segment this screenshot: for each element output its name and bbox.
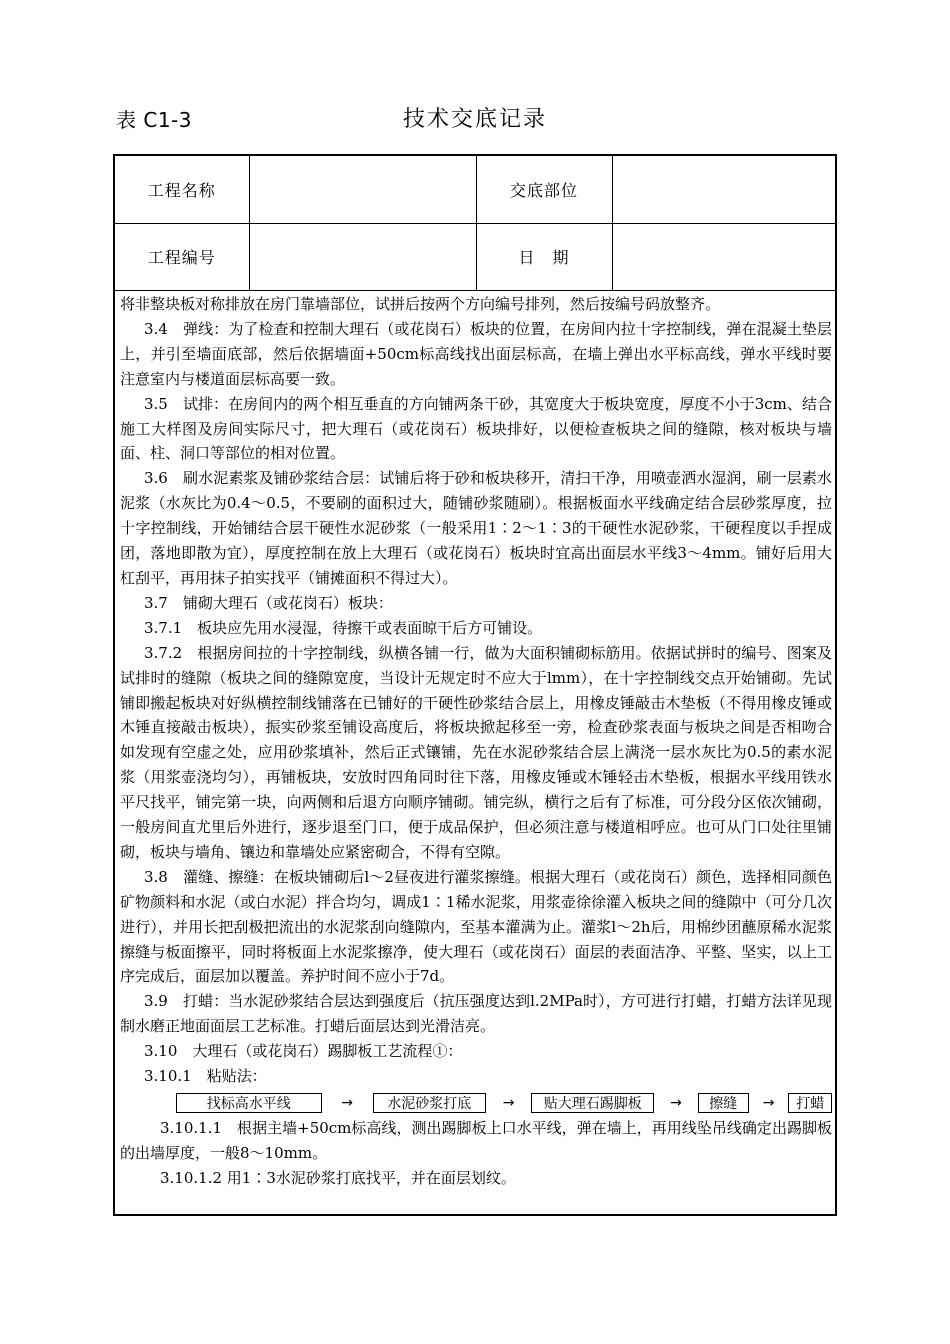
flow-step: 找标高水平线 bbox=[176, 1093, 322, 1113]
content-body bbox=[120, 292, 832, 1191]
process-flow bbox=[176, 1090, 832, 1116]
paragraph: 3.7.2 根据房间拉的十字控制线，纵横各铺一行，做为大面积铺砌标筋用。依据试拼时的编号、图案及试排时的缝隙（板块之间的缝隙宽度，当设计无规定时不应大于lmm），在十字控制线交点开始铺砌。先试铺即搬起板块对好纵横控制线铺落在已铺好的干硬性砂浆结合层上，用橡皮锤敲击木垫板（不得用橡皮锤或木锤直接敲击板块），振实砂浆至铺设高度后，将板块掀起移至一旁，检查砂浆表面与板块之间是否相吻合如发现有空虚之处，应用砂浆填补，然后正式镶铺，先在水泥砂浆结合层上满浇一层水灰比为0.5的素水泥浆（用浆壶浇均匀），再铺板块，安放时四角同时往下落，用橡皮锤或木锤轻击木垫板，根据水平线用铁水平尺找平，铺完第一块，向两侧和后退方向顺序铺砌。铺完纵，横行之后有了标准，可分段分区依次铺砌，一般房间直尤里后外进行，逐步退至门口，便于成品保护，但必须注意与楼道相呼应。也可从门口处往里铺砌，板块与墙角、镶边和靠墙处应紧密砌合，不得有空隙。 bbox=[120, 643, 832, 861]
project-no-value[interactable] bbox=[249, 223, 476, 290]
project-name-label: 工程名称 bbox=[115, 156, 249, 223]
flow-step: 擦缝 bbox=[698, 1093, 749, 1113]
paragraph: 3.10 大理石（或花岗石）踢脚板工艺流程①： bbox=[144, 1042, 463, 1061]
flow-step: 水泥砂浆打底 bbox=[373, 1093, 486, 1113]
paragraph: 3.9 打蜡：当水泥砂浆结合层达到强度后（抗压强度达到l.2MPa时），方可进行打蜡，打蜡方法详见现制水磨正地面面层工艺标准。打蜡后面层达到光滑洁亮。 bbox=[120, 992, 832, 1036]
paragraph: 3.10.1 粘贴法： bbox=[144, 1067, 267, 1086]
record-frame bbox=[113, 154, 837, 1216]
date-label: 日 期 bbox=[476, 223, 612, 290]
arrow-right-icon: → bbox=[670, 1094, 682, 1111]
arrow-right-icon: → bbox=[762, 1094, 775, 1111]
paragraph: 3.10.1.2 用1∶3水泥砂浆打底找平，并在面层划纹。 bbox=[160, 1168, 516, 1187]
arrow-right-icon: → bbox=[502, 1094, 515, 1111]
paragraph: 3.7.1 板块应先用水浸湿，待擦干或表面晾干后方可铺设。 bbox=[144, 618, 543, 637]
paragraph: 3.8 灌缝、擦缝：在板块铺砌后l～2昼夜进行灌浆擦缝。根据大理石（或花岗石）颜色，选择相同颜色矿物颜料和水泥（或白水泥）拌合均匀，调成1∶1稀水泥浆，用浆壶徐徐灌入板块之间的缝隙中（可分几次进行），并用长把刮极把流出的水泥浆刮向缝隙内，至基本灌满为止。灌浆l～2h后，用棉纱团蘸原稀水泥浆擦缝与板面擦平，同时将板面上水泥浆擦净，使大理石（或花岗石）面层的表面洁净、平整、坚实，以上工序完成后，面层加以覆盖。养护时间不应小于7d。 bbox=[120, 867, 832, 986]
paragraph: 3.6 刷水泥素浆及铺砂浆结合层：试铺后将于砂和板块移开，清扫干净，用喷壶洒水湿润，刷一层素水泥浆（水灰比为0.4～0.5，不要刷的面积过大，随铺砂浆随刷）。根据板面水平线确定结合层砂浆厚度，拉十字控制线，开始铺结合层干硬性水泥砂浆（一般采用1∶2～1∶3的干硬性水泥砂浆，干硬程度以手捏成团，落地即散为宜），厚度控制在放上大理石（或花岗石）板块时宜高出面层水平线3～4mm。铺好后用大杠刮平，再用抹子拍实找平（铺摊面积不得过大）。 bbox=[120, 469, 832, 587]
disclosure-part-label: 交底部位 bbox=[476, 156, 612, 223]
document-title: 技术交底记录 bbox=[402, 107, 547, 132]
project-name-value[interactable] bbox=[249, 156, 476, 223]
paragraph: 3.10.1.1 根据主墙+50cm标高线，测出踢脚板上口水平线，弹在墙上，再用线坠吊线确定出踢脚板的出墙厚度，一般8～10mm。 bbox=[120, 1119, 832, 1162]
date-value[interactable] bbox=[612, 223, 835, 290]
paragraph: 3.4 弹线：为了检查和控制大理石（或花岗石）板块的位置，在房间内拉十字控制线，弹在混凝土垫层上，并引至墙面底部，然后依据墙面+50cm标高线找出面层标高，在墙上弹出水平标高线，弹水平线时要注意室内与楼道面层标高要一致。 bbox=[120, 319, 832, 388]
paragraph: 3.5 试排：在房间内的两个相互垂直的方向铺两条干砂，其宽度大于板块宽度，厚度不小于3cm、结合施工大样图及房间实际尺寸，把大理石（或花岗石）板块排好，以便检查板块之间的缝隙，核对板块与墙面、柱、洞口等部位的相对位置。 bbox=[120, 394, 832, 463]
form-code: 表 C1-3 bbox=[116, 108, 192, 132]
paragraph: 3.7 铺砌大理石（或花岗石）板块： bbox=[144, 593, 393, 612]
arrow-right-icon: → bbox=[341, 1094, 353, 1111]
disclosure-part-value[interactable] bbox=[612, 156, 835, 223]
flow-step: 打蜡 bbox=[788, 1093, 832, 1113]
project-no-label: 工程编号 bbox=[115, 223, 249, 290]
flow-step: 贴大理石踢脚板 bbox=[531, 1093, 654, 1113]
header-table bbox=[115, 156, 835, 291]
paragraph: 将非整块板对称排放在房门靠墙部位，试拼后按两个方向编号排列，然后按编号码放整齐。 bbox=[120, 295, 721, 313]
